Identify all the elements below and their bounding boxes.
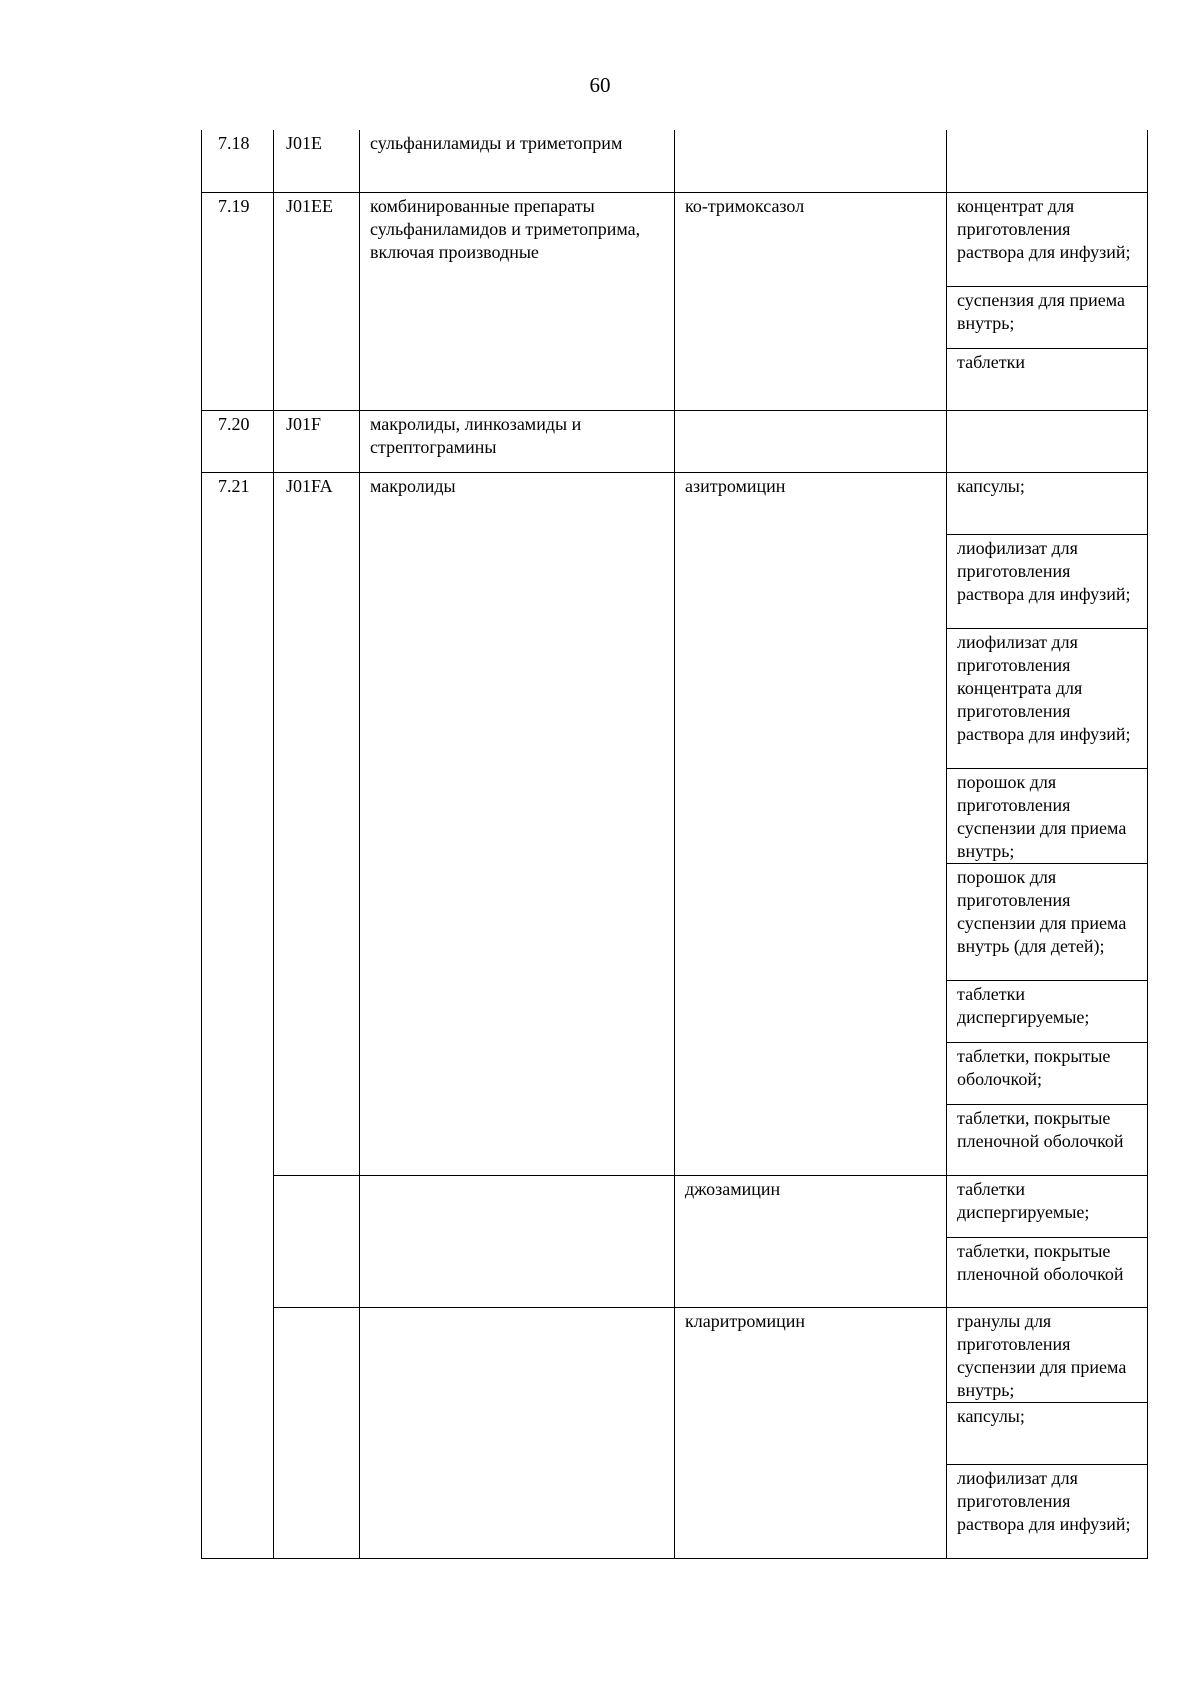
atc-code: J01FA xyxy=(274,472,360,1175)
dosage-form: таблетки диспергируемые; xyxy=(947,980,1148,1042)
group-name xyxy=(360,1175,675,1307)
dosage-form: капсулы; xyxy=(947,1402,1148,1464)
drug-name xyxy=(675,130,947,192)
table-row xyxy=(202,192,1148,286)
dosage-form: гранулы для приготовления суспензии для приема внутрь; xyxy=(947,1307,1148,1402)
drug-name xyxy=(675,410,947,472)
row-number: 7.20 xyxy=(202,410,274,472)
page-number: 60 xyxy=(589,73,611,97)
dosage-form: лиофилизат для приготовления концентрата для приготовления раствора для инфузий; xyxy=(947,628,1148,768)
drug-name: азитромицин xyxy=(675,472,947,1175)
dosage-form: таблетки диспергируемые; xyxy=(947,1175,1148,1237)
row-number: 7.21 xyxy=(202,472,274,1558)
drug-table xyxy=(201,130,1148,1559)
dosage-form: суспензия для приема внутрь; xyxy=(947,286,1148,348)
atc-code: J01E xyxy=(274,130,360,192)
atc-code xyxy=(274,1175,360,1307)
atc-code: J01EE xyxy=(274,192,360,410)
table-row xyxy=(202,1175,1148,1237)
group-name xyxy=(360,1307,675,1558)
dosage-form: таблетки, покрытые пленочной оболочкой xyxy=(947,1104,1148,1175)
group-name: сульфаниламиды и триметоприм xyxy=(360,130,675,192)
dosage-form: таблетки xyxy=(947,348,1148,410)
atc-code xyxy=(274,1307,360,1558)
atc-code: J01F xyxy=(274,410,360,472)
drug-name: кларитромицин xyxy=(675,1307,947,1558)
dosage-form: порошок для приготовления суспензии для приема внутрь (для детей); xyxy=(947,863,1148,980)
row-number: 7.18 xyxy=(202,130,274,192)
table-row xyxy=(202,410,1148,472)
row-number: 7.19 xyxy=(202,192,274,410)
dosage-form: капсулы; xyxy=(947,472,1148,534)
drug-name: джозамицин xyxy=(675,1175,947,1307)
table-row xyxy=(202,472,1148,534)
group-name: макролиды xyxy=(360,472,675,1175)
dosage-form: порошок для приготовления суспензии для приема внутрь; xyxy=(947,768,1148,863)
dosage-form: лиофилизат для приготовления раствора для инфузий; xyxy=(947,534,1148,628)
table-row xyxy=(202,1307,1148,1402)
table-row xyxy=(202,130,1148,192)
group-name: макролиды, линкозамиды и стрептограмины xyxy=(360,410,675,472)
dosage-form xyxy=(947,410,1148,472)
dosage-form: таблетки, покрытые оболочкой; xyxy=(947,1042,1148,1104)
dosage-form: концентрат для приготовления раствора для инфузий; xyxy=(947,192,1148,286)
dosage-form: лиофилизат для приготовления раствора для инфузий; xyxy=(947,1464,1148,1558)
group-name: комбинированные препараты сульфаниламидов и триметоприма, включая производные xyxy=(360,192,675,410)
dosage-form: таблетки, покрытые пленочной оболочкой xyxy=(947,1237,1148,1307)
drug-name: ко-тримоксазол xyxy=(675,192,947,410)
dosage-form xyxy=(947,130,1148,192)
